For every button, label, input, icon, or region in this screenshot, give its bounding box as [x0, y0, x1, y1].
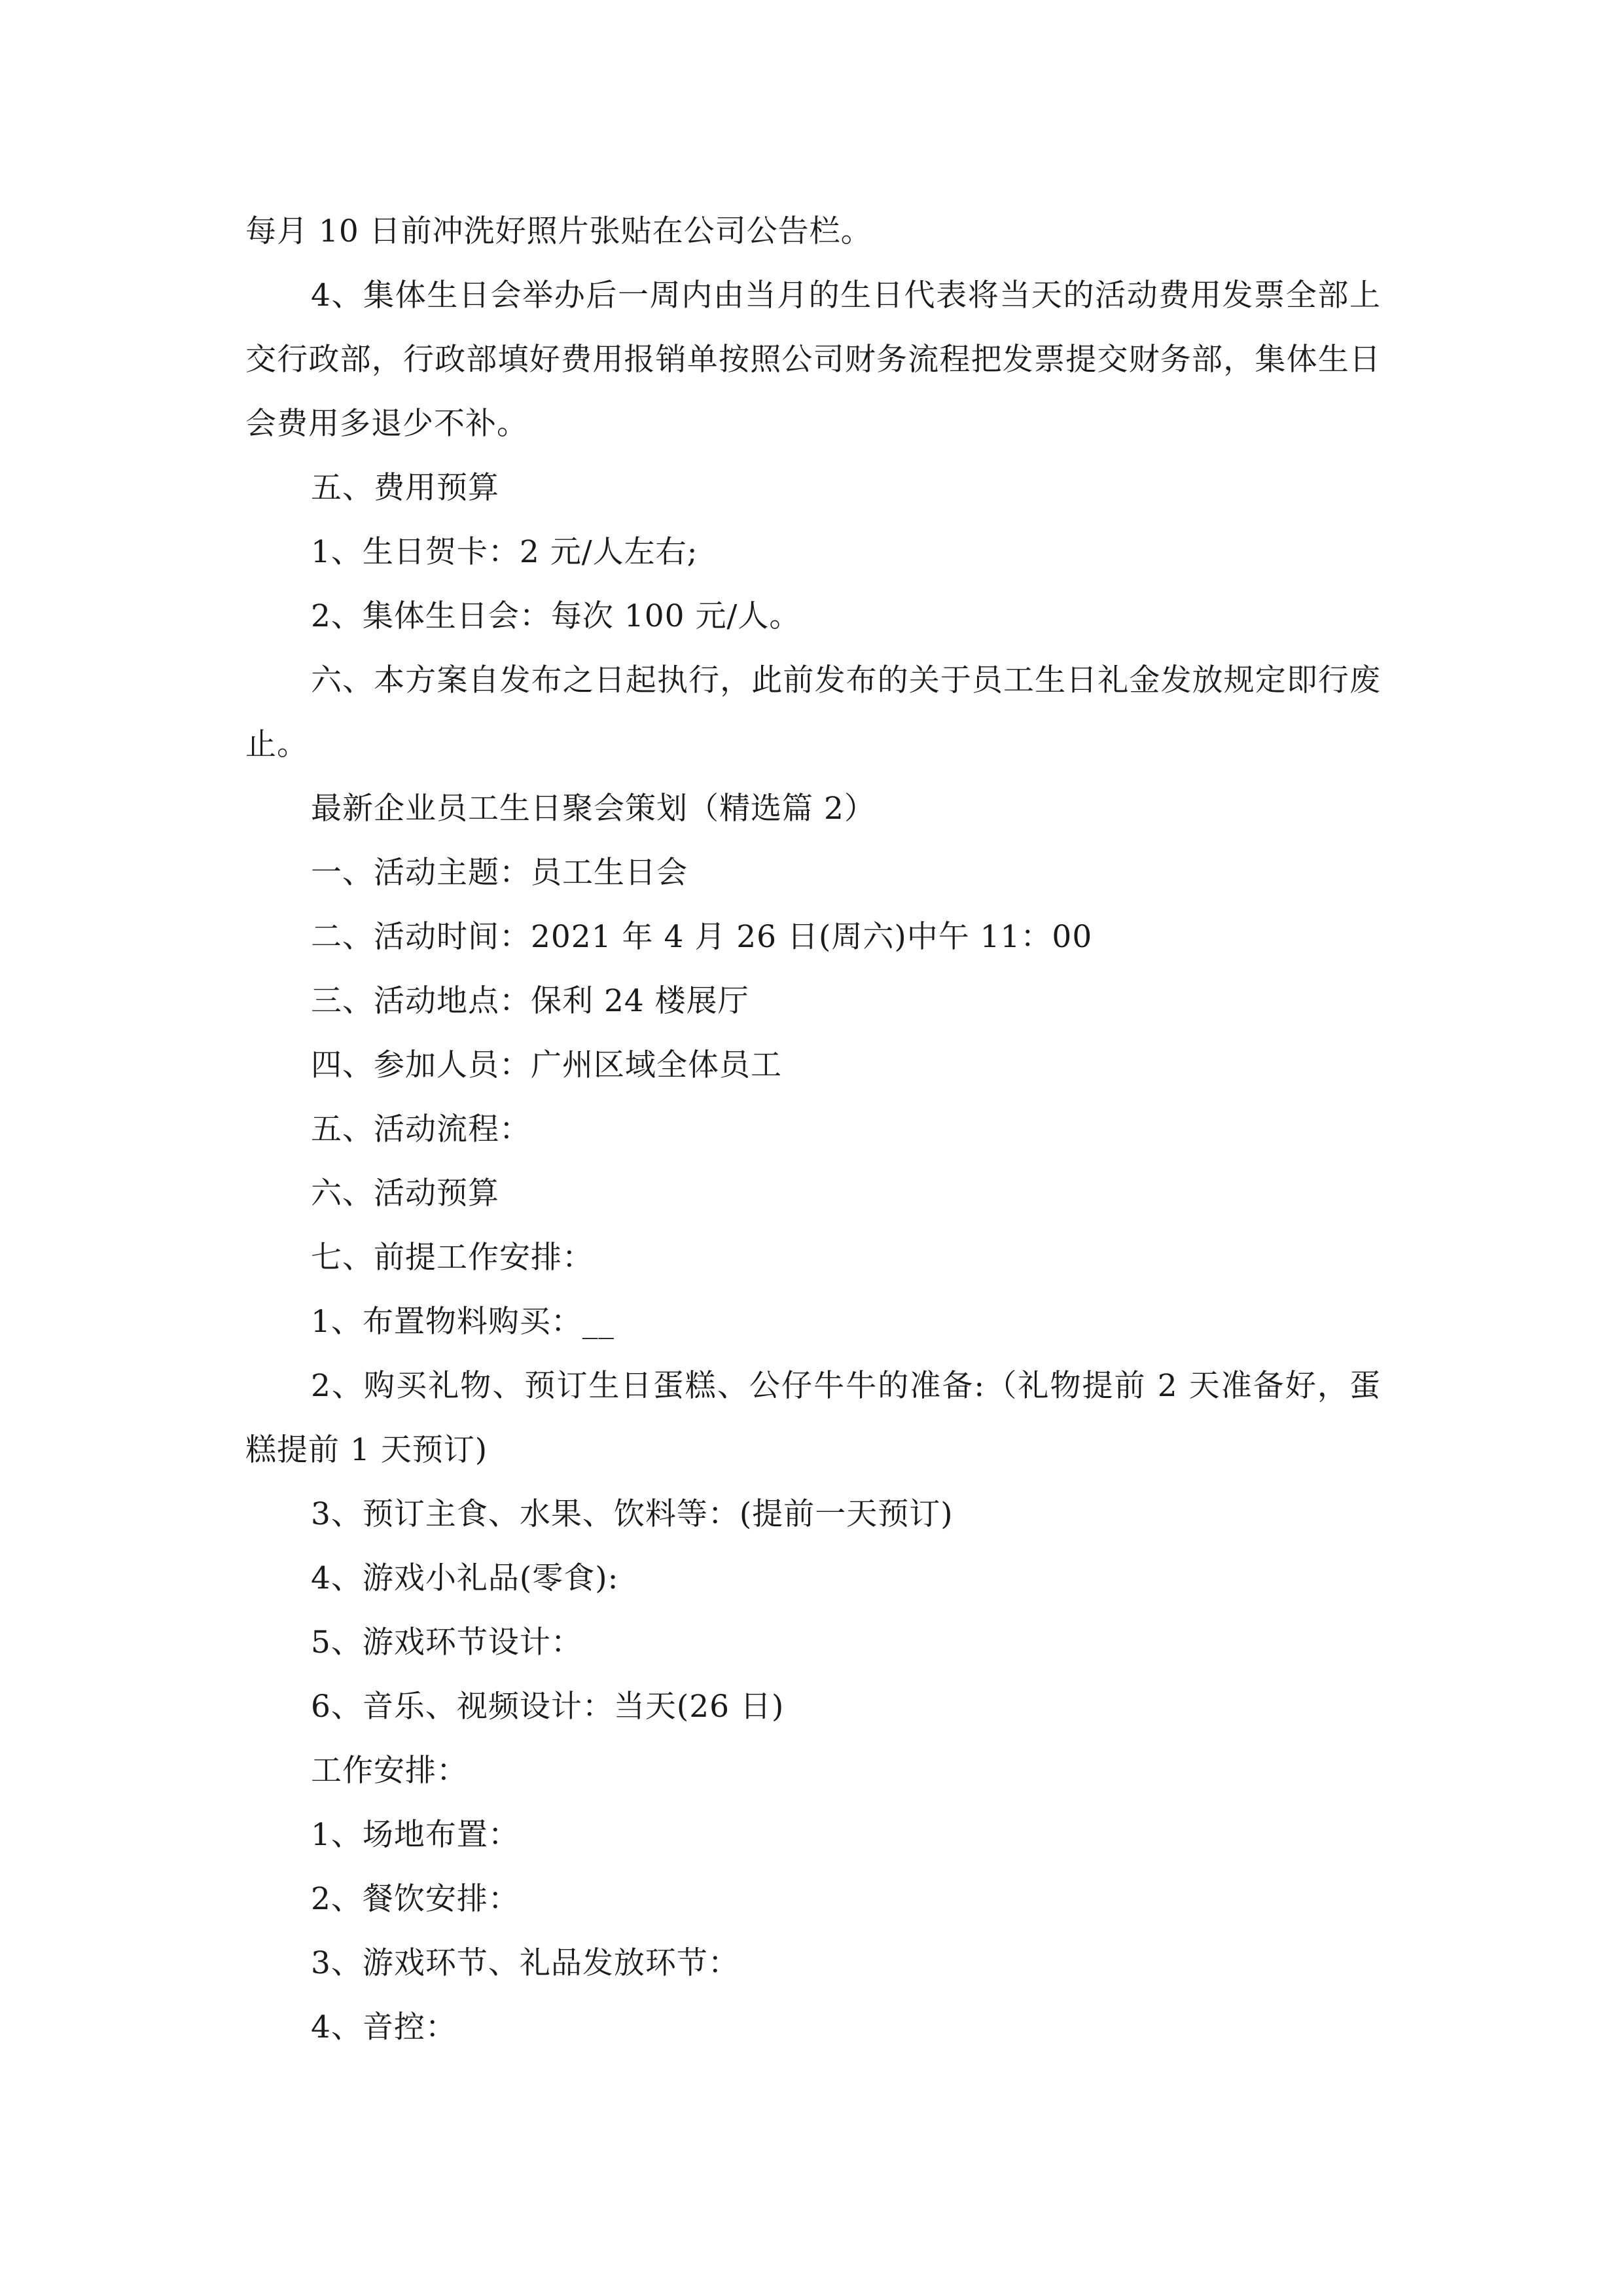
item-participants: 四、参加人员：广州区域全体员工: [311, 1047, 782, 1083]
item-activity-theme: 一、活动主题：员工生日会: [311, 855, 688, 891]
paragraph-invoice-submission: 4、集体生日会举办后一周内由当月的生日代表将当天的活动费用发票全部上交行政部，行政部填好费用报销单按照公司财务流程把发票提交财务部，集体生日会费用多退少不补。: [245, 278, 1381, 442]
item-activity-time: 二、活动时间：2021 年 4 月 26 日(周六)中午 11：00: [311, 919, 1093, 955]
work-item-catering: 2、餐饮安排：: [311, 1881, 520, 1917]
item-activity-budget: 六、活动预算: [311, 1175, 499, 1211]
work-item-venue: 1、场地布置：: [311, 1817, 520, 1853]
prep-item-materials: 1、布置物料购买：__: [311, 1304, 615, 1340]
heading-cost-budget: 五、费用预算: [311, 470, 499, 506]
work-item-games-gifts: 3、游戏环节、礼品发放环节：: [311, 1945, 740, 1981]
prep-item-music-video: 6、音乐、视频设计：当天(26 日): [311, 1689, 785, 1725]
paragraph-party-cost: 2、集体生日会：每次 100 元/人。: [311, 598, 801, 634]
paragraph-photo-posting: 每月 10 日前冲洗好照片张贴在公司公告栏。: [245, 213, 872, 249]
section-title-plan-2: 最新企业员工生日聚会策划（精选篇 2）: [311, 791, 876, 827]
item-preparation-work: 七、前提工作安排：: [311, 1240, 594, 1276]
item-activity-process: 五、活动流程：: [311, 1111, 531, 1147]
document-body: [245, 200, 1381, 2060]
paragraph-birthday-card-cost: 1、生日贺卡：2 元/人左右;: [311, 534, 698, 570]
prep-item-food-drinks: 3、预订主食、水果、饮料等：(提前一天预订): [311, 1496, 954, 1532]
item-activity-location: 三、活动地点：保利 24 楼展厅: [311, 983, 749, 1019]
prep-item-gifts-cake: 2、购买礼物、预订生日蛋糕、公仔牛牛的准备:（礼物提前 2 天准备好，蛋糕提前 1 天预订): [245, 1368, 1381, 1468]
heading-work-arrangement: 工作安排：: [311, 1753, 468, 1789]
paragraph-effective-date: 六、本方案自发布之日起执行，此前发布的关于员工生日礼金发放规定即行废止。: [245, 662, 1381, 762]
prep-item-game-prizes: 4、游戏小礼品(零食):: [311, 1560, 619, 1596]
prep-item-game-design: 5、游戏环节设计：: [311, 1624, 582, 1660]
work-item-sound-control: 4、音控：: [311, 2009, 457, 2045]
